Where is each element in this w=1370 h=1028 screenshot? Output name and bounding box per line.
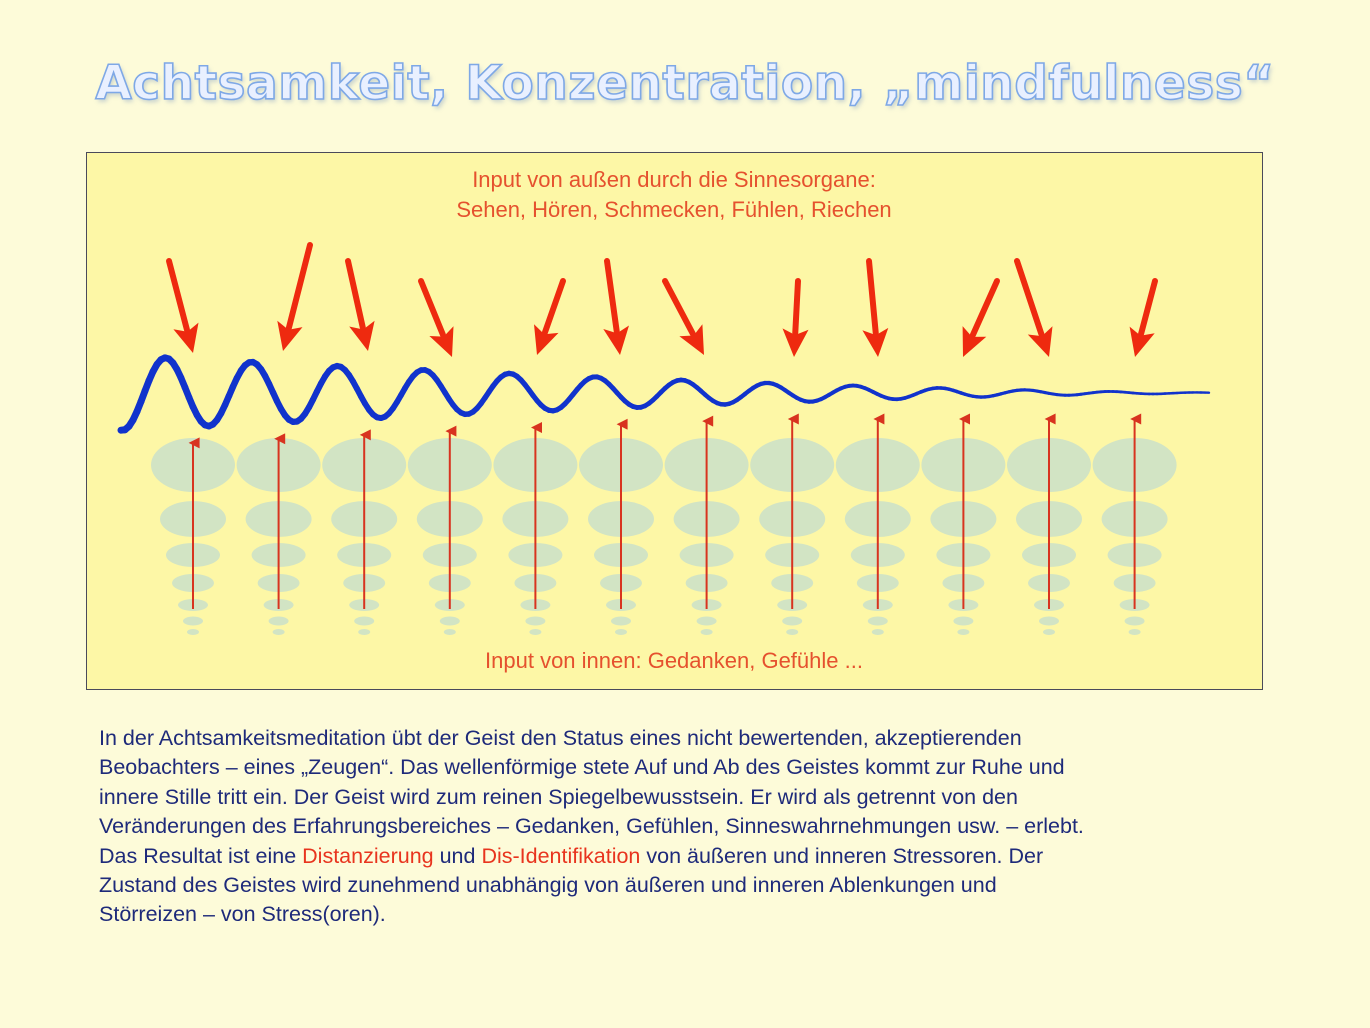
description-line [99,842,1279,871]
description-line: Veränderungen des Erfahrungsbereiches – Gedanken, Gefühlen, Sinneswahrnehmungen usw. – erlebt. [99,814,1084,839]
description-line: Störreizen – von Stress(oren). [99,902,386,927]
thought-bubble [957,629,969,635]
thought-bubble [1125,617,1145,626]
highlight-distanzierung: Distanzierung [302,843,434,868]
thought-bubble [1043,629,1055,635]
description-line: In der Achtsamkeitsmeditation übt der Geist den Status eines nicht bewertenden, akzeptierenden [99,726,1022,750]
inner-input-label: Input von innen: Gedanken, Gefühle ... [485,648,863,673]
thought-bubble [611,617,631,626]
outer-input-line2: Sehen, Hören, Schmecken, Fühlen, Riechen [456,197,892,222]
page-title: Achtsamkeit, Konzentration, „mindfulness“ [95,56,1275,111]
outer-input-line1: Input von außen durch die Sinnesorgane: [472,167,876,192]
thought-bubble [525,617,545,626]
thought-bubble [529,629,541,635]
description-line: Beobachters – eines „Zeugen“. Das wellenförmige stete Auf und Ab des Geistes kommt zur Ruhe und [99,755,1065,780]
outer-input-arrow-shaft [973,281,997,335]
thought-bubble [440,617,460,626]
thought-bubble [187,629,199,635]
thought-bubble [615,629,627,635]
thought-bubble [183,617,203,626]
outer-input-arrows [169,245,1155,357]
mindfulness-diagram [86,152,1263,690]
thought-bubble [953,617,973,626]
outer-input-label [87,165,1261,225]
outer-input-arrow-shaft [169,261,187,330]
outer-input-arrow-shaft [1017,261,1041,334]
thought-bubble [1039,617,1059,626]
outer-input-arrow-shaft [607,261,617,331]
thought-bubble [354,617,374,626]
thought-bubble [697,617,717,626]
description-line: innere Stille tritt ein. Der Geist wird zum reinen Spiegelbewusstsein. Er wird als getrennt von den [99,784,1018,809]
thought-bubble [786,629,798,635]
thought-bubble-columns [151,438,1177,635]
outer-input-arrow-shaft [665,281,693,334]
thought-bubble [273,629,285,635]
outer-input-arrow-shaft [348,261,363,328]
thought-bubble [444,629,456,635]
diagram-graphics [87,153,1261,688]
thought-bubble [358,629,370,635]
outer-input-arrow-shaft [545,281,563,332]
outer-input-arrow-shaft [289,245,310,328]
outer-input-arrow-shaft [869,261,876,333]
thought-bubble [1129,629,1141,635]
outer-input-arrow-shaft [795,281,798,333]
highlight-dis-identifikation: Dis-Identifikation [481,843,641,868]
thought-bubble [872,629,884,635]
description-line: Zustand des Geistes wird zunehmend unabhängig von äußeren und inneren Ablenkungen und [99,873,997,898]
thought-bubble [269,617,289,626]
thought-bubble [868,617,888,626]
thought-bubble [782,617,802,626]
outer-input-arrow-shaft [421,281,443,335]
description-text: von äußeren und inneren Stressoren. Der [640,843,1044,868]
thought-bubble [701,629,713,635]
description-paragraph [99,724,1279,930]
outer-input-arrow-shaft [1141,281,1155,334]
description-text: und [433,843,482,868]
description-text: Das Resultat ist eine [99,843,303,868]
